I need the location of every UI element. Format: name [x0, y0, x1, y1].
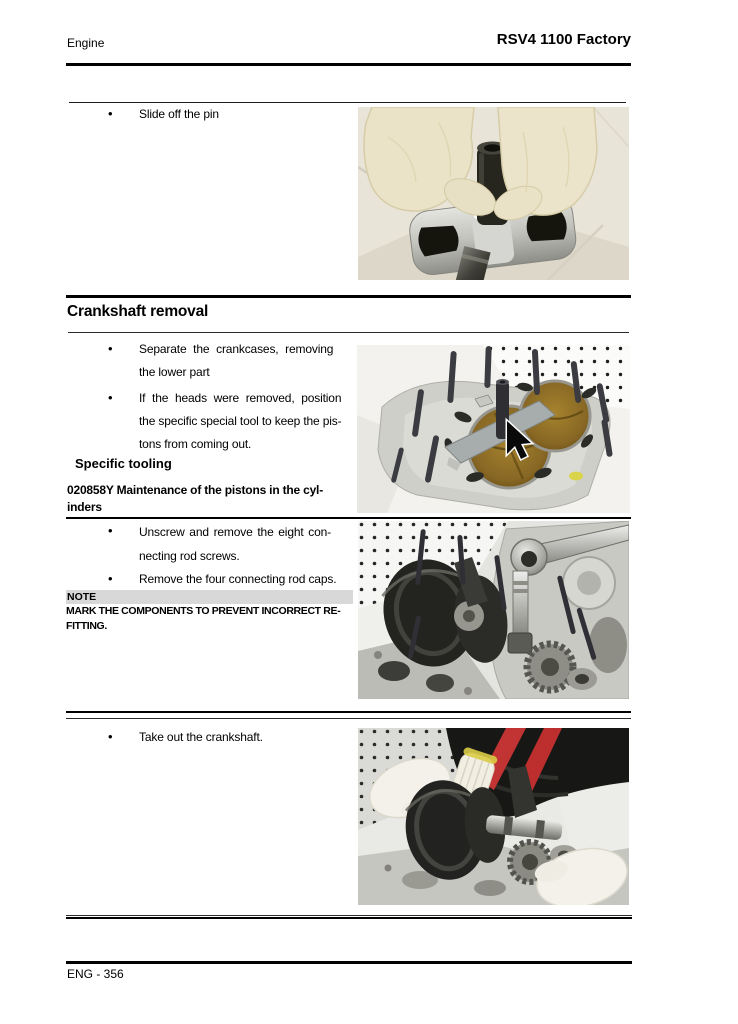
section2-heading-bottom-rule — [68, 332, 629, 333]
figure-crankshaft-removal-photo — [358, 728, 629, 905]
bullet-marker: • — [108, 106, 113, 121]
list-item — [108, 103, 357, 126]
header-model-label: RSV4 1100 Factory — [496, 31, 631, 48]
list-item — [108, 338, 357, 384]
page-number-label: ENG - 356 — [67, 967, 124, 981]
list-item — [108, 387, 357, 456]
list-item-text: Take out the crankshaft. — [139, 730, 263, 744]
header-section-label: Engine — [67, 36, 105, 50]
list-item-text-line: necting rod screws. — [139, 549, 240, 563]
list-item-text-line: Separate the crankcases, removing — [139, 342, 334, 356]
piston-tool-illustration — [357, 345, 630, 513]
figure-conrod-screws-photo — [358, 521, 629, 699]
list-item-text-line: the lower part — [139, 365, 210, 379]
section3-top-rule — [66, 517, 631, 519]
note-label: NOTE — [67, 591, 97, 603]
bottom-divider-thin — [66, 915, 632, 916]
tool-text-line: 020858Y Maintenance of the pistons in the cyl- — [67, 483, 323, 497]
list-item-text: Slide off the pin — [139, 107, 219, 121]
bullet-marker: • — [108, 341, 113, 356]
list-item-text-line: the specific special tool to keep the pis- — [139, 414, 342, 428]
footer-rule — [66, 961, 632, 964]
section4-top-rule-thick — [66, 711, 631, 713]
bottom-divider-thick — [66, 917, 632, 919]
list-item-text: Remove the four connecting rod caps. — [139, 572, 337, 586]
list-item — [108, 568, 357, 591]
list-item-text-line: If the heads were removed, position — [139, 391, 342, 405]
list-item-text-line: Unscrew and remove the eight con- — [139, 525, 331, 539]
list-item — [108, 726, 357, 749]
bullet-marker: • — [108, 729, 113, 744]
conrod-screws-illustration — [358, 521, 629, 699]
note-warning-text — [66, 604, 362, 634]
note-text-line: FITTING. — [66, 620, 107, 632]
note-text-line: MARK THE COMPONENTS TO PREVENT INCORRECT RE- — [66, 605, 341, 617]
tool-text-line: inders — [67, 499, 102, 514]
bullet-marker: • — [108, 523, 113, 538]
section2-heading-top-rule — [66, 295, 631, 298]
section4-top-rule-thin — [66, 718, 631, 719]
specific-tooling-heading: Specific tooling — [75, 456, 172, 471]
pin-removal-illustration — [358, 107, 629, 280]
list-item — [108, 520, 357, 568]
special-tool-reference — [67, 482, 357, 515]
section-title: Crankshaft removal — [67, 303, 209, 320]
figure-piston-tool-photo — [357, 345, 630, 513]
list-item-text-line: tons from coming out. — [139, 437, 252, 451]
header-rule — [66, 63, 631, 66]
bullet-marker: • — [108, 571, 113, 586]
crankshaft-removal-illustration — [358, 728, 629, 905]
note-label-bar — [66, 590, 353, 604]
figure-pin-removal-photo — [358, 107, 629, 280]
bullet-marker: • — [108, 390, 113, 405]
